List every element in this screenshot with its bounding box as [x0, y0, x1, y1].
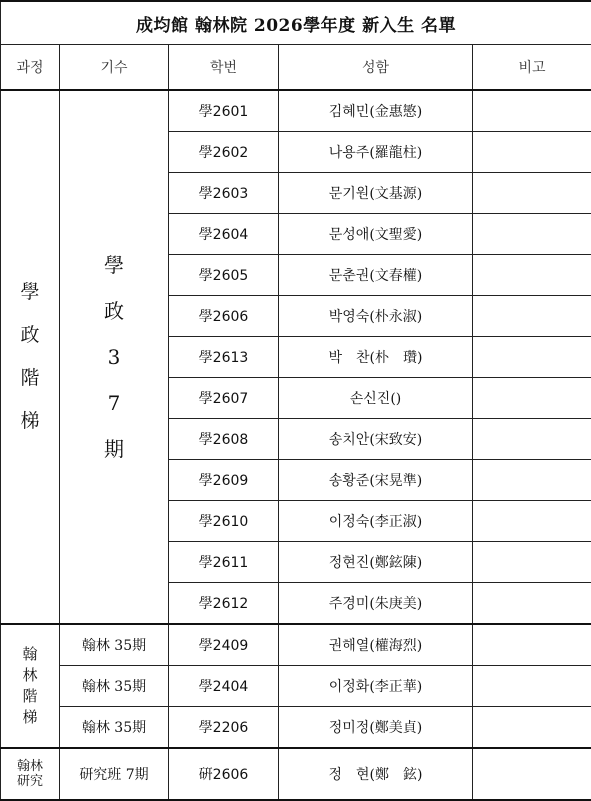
student-id-cell: 學2611: [169, 542, 279, 583]
course-cell: [1, 748, 60, 800]
course-label-char: 學: [20, 283, 39, 302]
table-row: [1, 90, 591, 132]
student-id-cell: 學2604: [169, 214, 279, 255]
student-name-cell: 문춘권(文春權): [279, 255, 473, 296]
course-label-char: 階: [22, 689, 37, 704]
student-id-cell: 學2603: [169, 173, 279, 214]
table-row: [1, 624, 591, 666]
student-id-cell: 學2602: [169, 132, 279, 173]
student-id-cell: 學2404: [169, 666, 279, 707]
student-name-cell: 문기원(文基源): [279, 173, 473, 214]
student-name-cell: 권해열(權海烈): [279, 624, 473, 666]
student-id-cell: 學2612: [169, 583, 279, 625]
student-id-cell: 學2613: [169, 337, 279, 378]
student-name-cell: 문성애(文聖愛): [279, 214, 473, 255]
student-id-cell: 學2606: [169, 296, 279, 337]
note-cell: [473, 255, 591, 296]
note-cell: [473, 132, 591, 173]
header-note: 비고: [473, 45, 591, 91]
course-label-char: 梯: [20, 412, 39, 431]
note-cell: [473, 378, 591, 419]
gisu-cell: 翰林 35期: [60, 624, 169, 666]
header-course: 과정: [1, 45, 60, 91]
note-cell: [473, 337, 591, 378]
student-name-cell: 김혜민(金惠慜): [279, 90, 473, 132]
header-id: 학번: [169, 45, 279, 91]
course-label-char: 政: [20, 326, 39, 345]
student-id-cell: 學2206: [169, 707, 279, 749]
student-name-cell: 나용주(羅龍柱): [279, 132, 473, 173]
document-title: 成均館 翰林院 2026學年度 新入生 名單: [1, 1, 591, 45]
course-cell: [1, 90, 60, 624]
header-gisu: 기수: [60, 45, 169, 91]
gisu-label-char: 學: [104, 255, 124, 275]
table-row: [1, 666, 591, 707]
course-label-char: 林: [22, 668, 37, 683]
student-id-cell: 學2608: [169, 419, 279, 460]
gisu-label-char: 7: [104, 393, 124, 413]
student-id-cell: 學2609: [169, 460, 279, 501]
gisu-cell: 翰林 35期: [60, 707, 169, 749]
note-cell: [473, 173, 591, 214]
gisu-label-char: 期: [104, 439, 124, 459]
student-name-cell: 정 현(鄭 鉉): [279, 748, 473, 800]
student-name-cell: 송치안(宋致安): [279, 419, 473, 460]
note-cell: [473, 214, 591, 255]
gisu-label: [104, 229, 124, 485]
course-label-char: 梯: [22, 710, 37, 725]
student-id-cell: 學2409: [169, 624, 279, 666]
header-row: [1, 45, 591, 91]
header-name: 성함: [279, 45, 473, 91]
course-label: [17, 758, 43, 790]
student-name-cell: 손신진(): [279, 378, 473, 419]
table-row: [1, 748, 591, 800]
student-id-cell: 硏2606: [169, 748, 279, 800]
course-label-char: 階: [20, 369, 39, 388]
student-name-cell: 이정숙(李正淑): [279, 501, 473, 542]
course-cell: [1, 624, 60, 748]
note-cell: [473, 707, 591, 749]
student-name-cell: 정미정(鄭美貞): [279, 707, 473, 749]
student-name-cell: 주경미(朱庚美): [279, 583, 473, 625]
note-cell: [473, 296, 591, 337]
course-label-char: 翰: [22, 647, 37, 662]
note-cell: [473, 748, 591, 800]
note-cell: [473, 419, 591, 460]
student-id-cell: 學2607: [169, 378, 279, 419]
note-cell: [473, 583, 591, 625]
course-label: [22, 641, 37, 731]
roster-body: [1, 90, 591, 800]
gisu-cell: 翰林 35期: [60, 666, 169, 707]
student-name-cell: 박 찬(朴 瓚): [279, 337, 473, 378]
student-name-cell: 정현진(鄭鉉陳): [279, 542, 473, 583]
gisu-cell: 研究班 7期: [60, 748, 169, 800]
note-cell: [473, 542, 591, 583]
student-name-cell: 송황준(宋晃準): [279, 460, 473, 501]
course-label-char: 研究: [17, 775, 43, 788]
course-label: [20, 259, 39, 455]
student-name-cell: 박영숙(朴永淑): [279, 296, 473, 337]
note-cell: [473, 501, 591, 542]
gisu-label-char: 3: [104, 347, 124, 367]
course-label-char: 翰林: [17, 760, 43, 773]
table-row: [1, 707, 591, 749]
gisu-cell: [60, 90, 169, 624]
note-cell: [473, 90, 591, 132]
note-cell: [473, 624, 591, 666]
student-id-cell: 學2610: [169, 501, 279, 542]
note-cell: [473, 460, 591, 501]
student-id-cell: 學2605: [169, 255, 279, 296]
note-cell: [473, 666, 591, 707]
student-id-cell: 學2601: [169, 90, 279, 132]
gisu-label-char: 政: [104, 301, 124, 321]
student-name-cell: 이정화(李正華): [279, 666, 473, 707]
